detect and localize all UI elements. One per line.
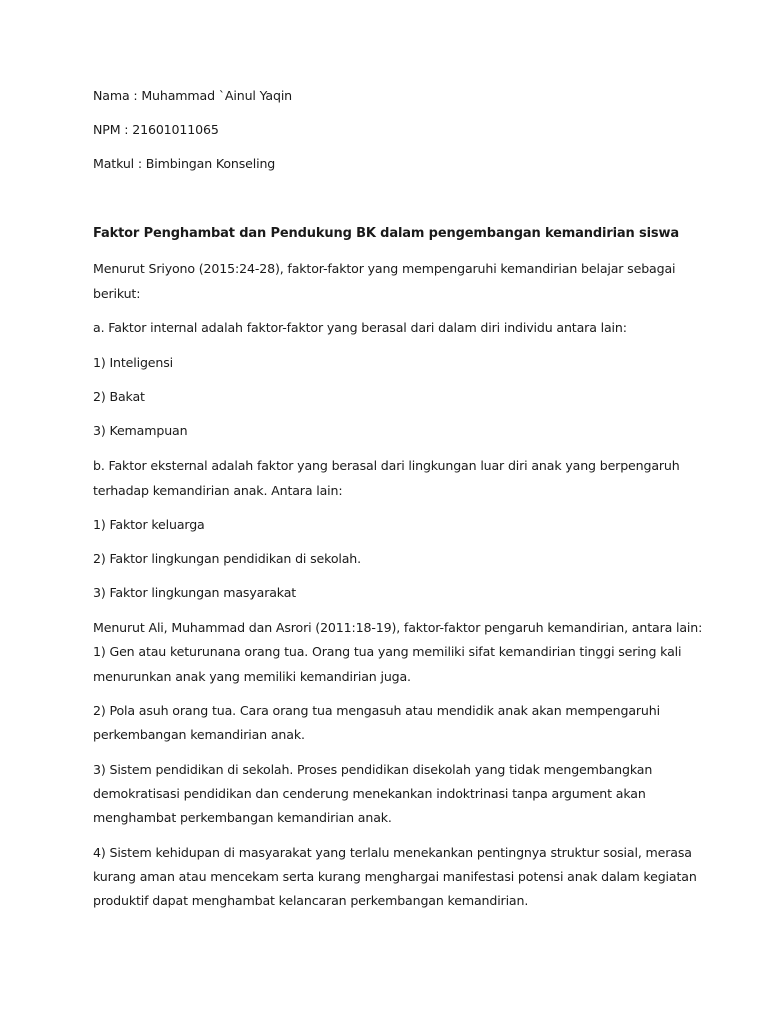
section2-item1-line2: menurunkan anak yang memiliki kemandirian juga.: [93, 669, 411, 684]
student-name: Nama : Muhammad `Ainul Yaqin: [93, 88, 292, 103]
student-npm: NPM : 21601011065: [93, 122, 219, 137]
external-factor-item: 1) Faktor keluarga: [93, 517, 205, 532]
section2-item3-line3: menghambat perkembangan kemandirian anak.: [93, 810, 392, 825]
section2-item4-line2: kurang aman atau mencekam serta kurang menghargai manifestasi potensi anak dalam kegiatan: [93, 869, 697, 884]
document-title: Faktor Penghambat dan Pendukung BK dalam pengembangan kemandirian siswa: [93, 226, 679, 241]
section2-item4-line3: produktif dapat menghambat kelancaran perkembangan kemandirian.: [93, 893, 529, 908]
section2-item4-line1: 4) Sistem kehidupan di masyarakat yang terlalu menekankan pentingnya struktur sosial, merasa: [93, 845, 692, 860]
external-factor-item: 2) Faktor lingkungan pendidikan di sekolah.: [93, 551, 361, 566]
external-factor-item: 3) Faktor lingkungan masyarakat: [93, 585, 297, 600]
section1-intro-line1: Menurut Sriyono (2015:24-28), faktor-faktor yang mempengaruhi kemandirian belajar sebagai: [93, 261, 676, 276]
section2-item2-line2: perkembangan kemandirian anak.: [93, 727, 305, 742]
section2-intro: Menurut Ali, Muhammad dan Asrori (2011:18-19), faktor-faktor pengaruh kemandirian, antara lain:: [93, 620, 703, 635]
section2-item3-line2: demokratisasi pendidikan dan cenderung menekankan indoktrinasi tanpa argument akan: [93, 786, 646, 801]
internal-factor-item: 3) Kemampuan: [93, 423, 188, 438]
external-factors-intro-line1: b. Faktor eksternal adalah faktor yang berasal dari lingkungan luar diri anak yang berpengaruh: [93, 458, 680, 473]
internal-factor-item: 1) Inteligensi: [93, 355, 173, 370]
section2-item3-line1: 3) Sistem pendidikan di sekolah. Proses pendidikan disekolah yang tidak mengembangkan: [93, 762, 653, 777]
section2-item2-line1: 2) Pola asuh orang tua. Cara orang tua mengasuh atau mendidik anak akan mempengaruhi: [93, 703, 660, 718]
external-factors-intro-line2: terhadap kemandirian anak. Antara lain:: [93, 483, 343, 498]
course-name: Matkul : Bimbingan Konseling: [93, 156, 276, 171]
section1-intro-line2: berikut:: [93, 286, 141, 301]
internal-factors-intro: a. Faktor internal adalah faktor-faktor yang berasal dari dalam diri individu antara lain:: [93, 320, 627, 335]
section2-item1-line1: 1) Gen atau keturunana orang tua. Orang tua yang memiliki sifat kemandirian tinggi sering kali: [93, 644, 682, 659]
internal-factor-item: 2) Bakat: [93, 389, 145, 404]
